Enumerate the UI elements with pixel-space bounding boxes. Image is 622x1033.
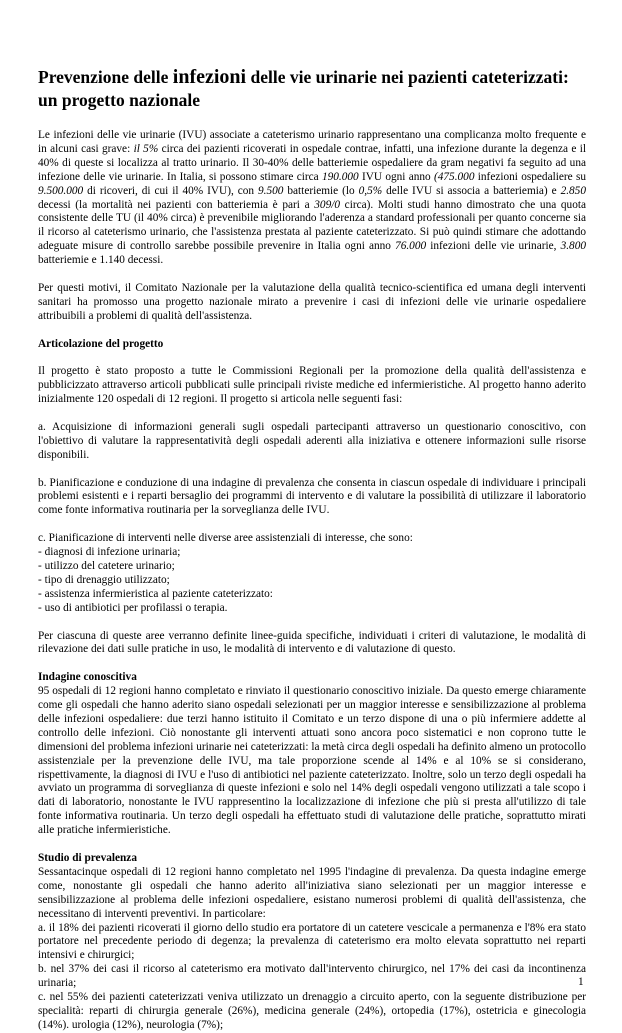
intro-paragraph: Le infezioni delle vie urinarie (IVU) associate a cateterismo urinario rappresentano una complicanza molto frequente e in alcuni casi grave: il 5% circa dei pazienti ricoverati in ospedale contrae, infatti, una infezione durante la degenza e il 40% di queste si localizza al tratto urinario. Il 30-40% delle batteriemie ospedaliere da gram negativi fa seguito ad una infezione delle vie urinarie. In Italia, si possono stimare circa 190.000 IVU ogni anno (475.000 infezioni ospedaliere su 9.500.000 di ricoveri, di cui il 40% IVU), con 9.500 batteriemie (lo 0,5% delle IVU si associa a batteriemia) e 2.850 decessi (la mortalità nei pazienti con batteriemia è pari a 309/0 circa). Molti studi hanno dimostrato che una quota consistente delle TU (il 40% circa) è prevenibile migliorando l'aderenza a standard professionali per quanto concerne sia il ricorso al cateterismo urinario, che l'assistenza prestata al paziente cateterizzato. Si può quindi stimare che adottando adeguate misure di controllo sarebbe possibile prevenire in Italia ogni anno 76.000 infezioni delle vie urinarie, 3.800 batteriemie e 1.140 decessi.	[38, 129, 587, 267]
project-paragraph: Il progetto è stato proposto a tutte le Commissioni Regionali per la promozione della qualità dell'assistenza e pubblicizzato attraverso articoli pubblicati sulle principali riviste mediche ed infermieristiche. Al progetto hanno aderito inizialmente 120 ospedali di 12 regioni. Il progetto si articola nelle seguenti fasi:	[38, 365, 586, 406]
studio-item-c: c. nel 55% dei pazienti cateterizzati veniva utilizzato un drenaggio a circuito aperto, con la seguente distribuzione per specialità: reparti di chirurgia generale (26%), medicina generale (24%), ortopedia (17%), ostetricia e ginecologia (14%). urologia (12%), neurologia (7%);	[38, 991, 586, 1031]
area-item: - diagnosi di infezione urinaria;	[38, 546, 181, 559]
area-item: - utilizzo del catetere urinario;	[38, 560, 175, 572]
area-item: - uso di antibiotici per profilassi o terapia.	[38, 601, 228, 614]
section-heading-studio: Studio di prevalenza	[38, 851, 137, 864]
phase-c: c. Pianificazione di interventi nelle diverse aree assistenziali di interesse, che sono:	[38, 532, 413, 545]
page-number: 1	[578, 976, 584, 988]
phase-b: b. Pianificazione e conduzione di una indagine di prevalenza che consenta in ciascun ospedale di individuare i principali problemi esistenti e i reparti bersaglio dei programmi di intervento e di valutare la possibilità di utilizzare il laboratorio come fonte informativa routinaria per la sorveglianza delle IVU.	[38, 476, 586, 517]
studio-paragraph: Sessantacinque ospedali di 12 regioni hanno completato nel 1995 l'indagine di prevalenza. Da questa indagine emerge come, nonostante gli ospedali che hanno aderito all'iniziativa siano selezionati per un maggior interesse e sensibilizzazione al problema delle infezioni ospedaliere, esistano numerosi problemi di qualità dell'assistenza, che necessitano di interventi preventivi. In particolare:	[38, 865, 586, 920]
studio-item-b: b. nel 37% dei casi il ricorso al cateterismo era motivato dall'intervento chirurgico, nel 17% dei casi da incontinenza urinaria;	[38, 963, 586, 990]
section-heading-articolazione: Articolazione del progetto	[38, 337, 164, 350]
document-body	[38, 129, 586, 1033]
phase-a: a. Acquisizione di informazioni generali sugli ospedali partecipanti attraverso un questionario conoscitivo, con l'obiettivo di valutare la rappresentatività degli ospedali aderenti alla iniziativa e ottenere informazioni sulle risorse disponibili.	[38, 420, 586, 461]
document-title: Prevenzione delle infezioni delle vie urinarie nei pazienti cateterizzati: un progetto nazionale	[38, 66, 569, 110]
studio-item-a: a. il 18% dei pazienti ricoverati il giorno dello studio era portatore di un catetere vescicale a permanenza e l'8% era stato portatore nel precedente periodo di degenza; la prevalenza di cateterismo era molto elevata soprattutto nei reparti intensivi e chirurgici;	[38, 921, 586, 962]
area-item: - tipo di drenaggio utilizzato;	[38, 573, 170, 586]
area-item: - assistenza infermieristica al paziente cateterizzato:	[38, 587, 273, 600]
indagine-paragraph: 95 ospedali di 12 regioni hanno completato e rinviato il questionario conoscitivo iniziale. Da questo emerge chiaramente come gli ospedali che hanno aderito siano ospedali selezionati per un maggior interesse e sensibilizzazione al problema delle infezioni ospedaliere: due terzi hanno istituito il Comitato e un terzo dispone di una o più infermiere addette al controllo delle infezioni. Ciò nonostante gli interventi attuati sono ancora poco sistematici e non coprono tutte le dimensioni del problema infezioni urinarie nei cateterizzati: la metà circa degli ospedali ha definito almeno un protocollo assistenziale per la prevenzione delle IVU, ma tale proporzione scende al 14% e al 10% se si considerano, rispettivamente, la diagnosi di IVU e l'uso di antibiotici nel paziente cateterizzato. Inoltre, solo un terzo degli ospedali ha avviato un programma di sorveglianza di queste infezioni e solo nel 14% degli ospedali vengono utilizzati a tale scopo i dati di laboratorio, nonostante le IVU rappresentino la localizzazione di infezione che più si presta all'utilizzo di tale fonte informativa routinaria. Un terzo degli ospedali ha effettuato studi di valutazione delle pratiche, soprattutto mirati alle pratiche infermieristiche.	[38, 685, 586, 837]
guidelines-paragraph: Per ciascuna di queste aree verranno definite linee-guida specifiche, individuati i criteri di valutazione, le modalità di rilevazione dei dati sulle pratiche in uso, le modalità di intervento e di valutazione di questo.	[38, 629, 586, 656]
section-heading-indagine: Indagine conoscitiva	[38, 671, 137, 684]
document-page	[38, 66, 586, 1033]
motivation-paragraph: Per questi motivi, il Comitato Nazionale per la valutazione della qualità tecnico-scientifica ed umana degli interventi sanitari ha promosso una progetto nazionale mirato a prevenire i casi di infezioni delle vie urinarie ospedaliere attribuibili a problemi di qualità dell'assistenza.	[38, 281, 586, 322]
